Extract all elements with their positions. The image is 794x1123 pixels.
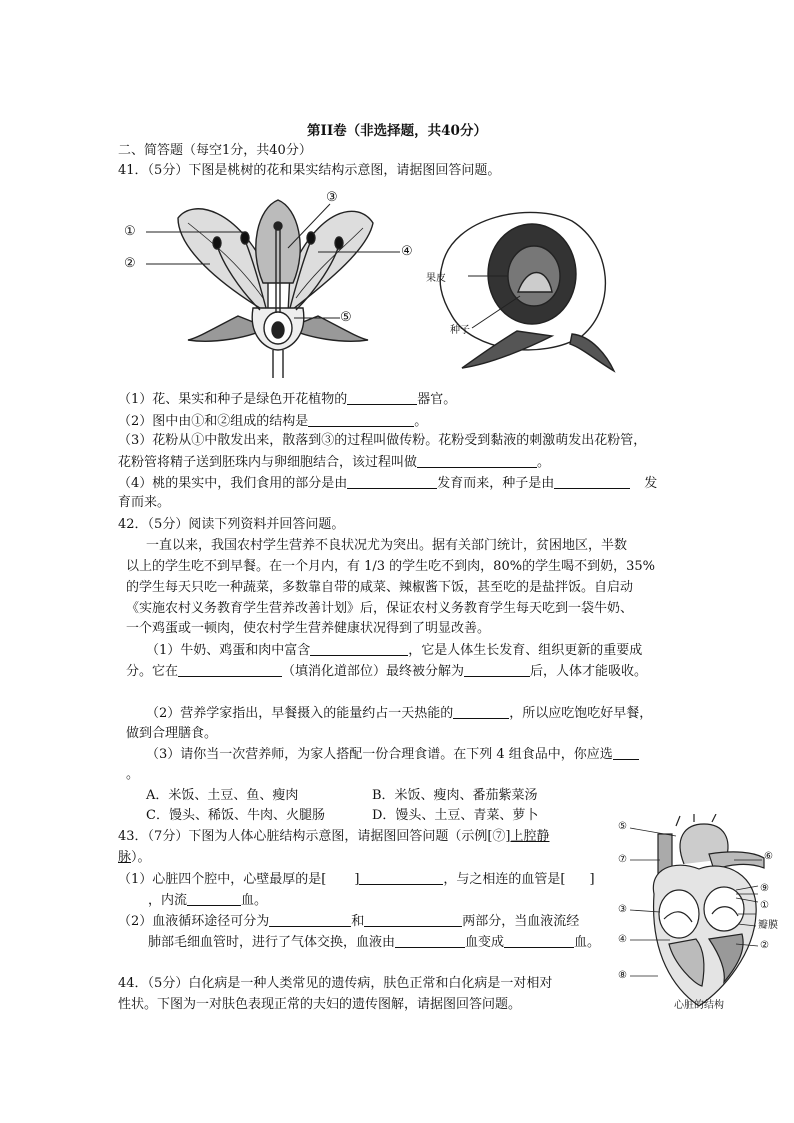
heart-structure-figure [614,814,784,1014]
q42-sub2-line1: （2）营养学家指出，早餐摄入的能量约占一天热能的 ，所以应吃饱吃好早餐， [146,706,653,721]
flower-label-5: ⑤ [340,310,352,325]
q41-item-1: （1）花、果实和种子是绿色开花植物的 器官。 [118,392,457,407]
q43-item-1-line2: ，内流 血。 [148,893,268,908]
q41-stem: 41．（5分）下图是桃树的花和果实结构示意图，请据图回答问题。 [118,163,501,178]
q43-item-1-line1: （1）心脏四个腔中，心壁最厚的是[ ] ，与之相连的血管是[ ] [118,872,595,887]
heart-caption: 心脏的结构 [674,1000,724,1011]
flower-label-3: ③ [326,190,338,205]
q42-option-b: B．米饭、瘦肉、番茄紫菜汤 [372,788,538,803]
q42-passage-2: 以上的学生吃不到早餐。在一个月内，有 1/3 的学生吃不到肉，80%的学生喝不到奶，35% [126,559,655,574]
q42-passage-4: 《实施农村义务教育学生营养改善计划》后，保证农村义务教育学生每天吃到一袋牛奶、 [126,601,634,616]
heart-label-9: ⑨ [760,883,769,894]
q44-line2: 性状。下图为一对肤色表现正常的夫妇的遗传图解，请据图回答问题。 [118,997,522,1012]
heart-label-8: ⑧ [618,970,627,981]
q41-item-3-line2: 花粉管将精子送到胚珠内与卵细胞结合，该过程叫做 。 [118,455,551,470]
q42-passage-5: 一个鸡蛋或一顿肉，使农村学生营养健康状况得到了明显改善。 [126,621,491,636]
flower-label-2: ② [124,256,136,271]
heart-label-6: ⑥ [764,851,773,862]
q42-sub2-line2: 做到合理膳食。 [126,726,218,741]
q42-sub1-line1: （1）牛奶、鸡蛋和肉中富含 ，它是人体生长发育、组织更新的重要成 [146,643,643,658]
flower-label-4: ④ [401,244,413,259]
q41-item-3-line1: （3）花粉从①中散发出来，散落到③的过程叫做传粉。花粉受到黏液的刺激萌发出花粉管， [118,433,647,448]
fruit-label-seed: 种子 [450,325,470,336]
heart-label-4: ④ [618,934,627,945]
q43-stem-line2: 脉）。 [118,850,151,865]
q42-option-a: A．米饭、土豆、鱼、瘦肉 [146,788,299,803]
q42-passage-1: 一直以来，我国农村学生营养不良状况尤为突出。据有关部门统计，贫困地区，半数 [146,538,628,553]
q42-option-d: D．馒头、土豆、青菜、萝卜 [372,808,539,823]
peach-fruit-figure [422,196,622,376]
heart-label-2: ② [760,940,769,951]
q41-item-4-line2: 育而来。 [118,495,171,510]
q43-item-2-line1: （2）血液循环途径可分为 和 两部分，当血液流经 [118,914,580,929]
q41-item-2: （2）图中由①和②组成的结构是 。 [118,414,428,429]
q43-item-2-line2: 肺部毛细血管时，进行了气体交换，血液由 血变成 血。 [148,935,601,950]
heart-label-1: ① [760,900,769,911]
part-heading: 二、简答题（每空1分，共40分） [118,143,312,158]
q43-stem: 43．（7分）下图为人体心脏结构示意图，请据图回答问题（示例[⑦]上腔静 [118,829,550,844]
q42-sub3: （3）请你当一次营养师，为家人搭配一份合理食谱。在下列 4 组食品中，你应选 [146,745,639,764]
heart-label-7: ⑦ [618,854,627,865]
peach-flower-figure [118,188,428,380]
q42-stem: 42．（5分）阅读下列资料并回答问题。 [118,517,345,532]
flower-label-1: ① [124,224,136,239]
q42-sub1-line2: 分。它在 （填消化道部位）最终被分解为 后，人体才能吸收。 [126,664,648,679]
q44-line1: 44．（5分）白化病是一种人类常见的遗传病，肤色正常和白化病是一对相对 [118,976,553,991]
q42-sub3-end: 。 [126,767,140,782]
heart-label-valve: 瓣膜 [758,920,778,931]
heart-label-5: ⑤ [618,821,627,832]
q41-item-4: （4）桃的果实中，我们食用的部分是由 发育而来，种子是由 发 [118,476,658,491]
heart-label-3: ③ [618,904,627,915]
q42-passage-3: 的学生每天只吃一种蔬菜，多数靠自带的咸菜、辣椒酱下饭，甚至吃的是盐拌饭。自启动 [126,580,634,595]
q42-option-c: C．馒头、稀饭、牛肉、火腿肠 [146,808,325,823]
section-title: 第II卷（非选择题，共40分） [307,123,487,139]
fruit-label-peel: 果皮 [426,273,446,284]
